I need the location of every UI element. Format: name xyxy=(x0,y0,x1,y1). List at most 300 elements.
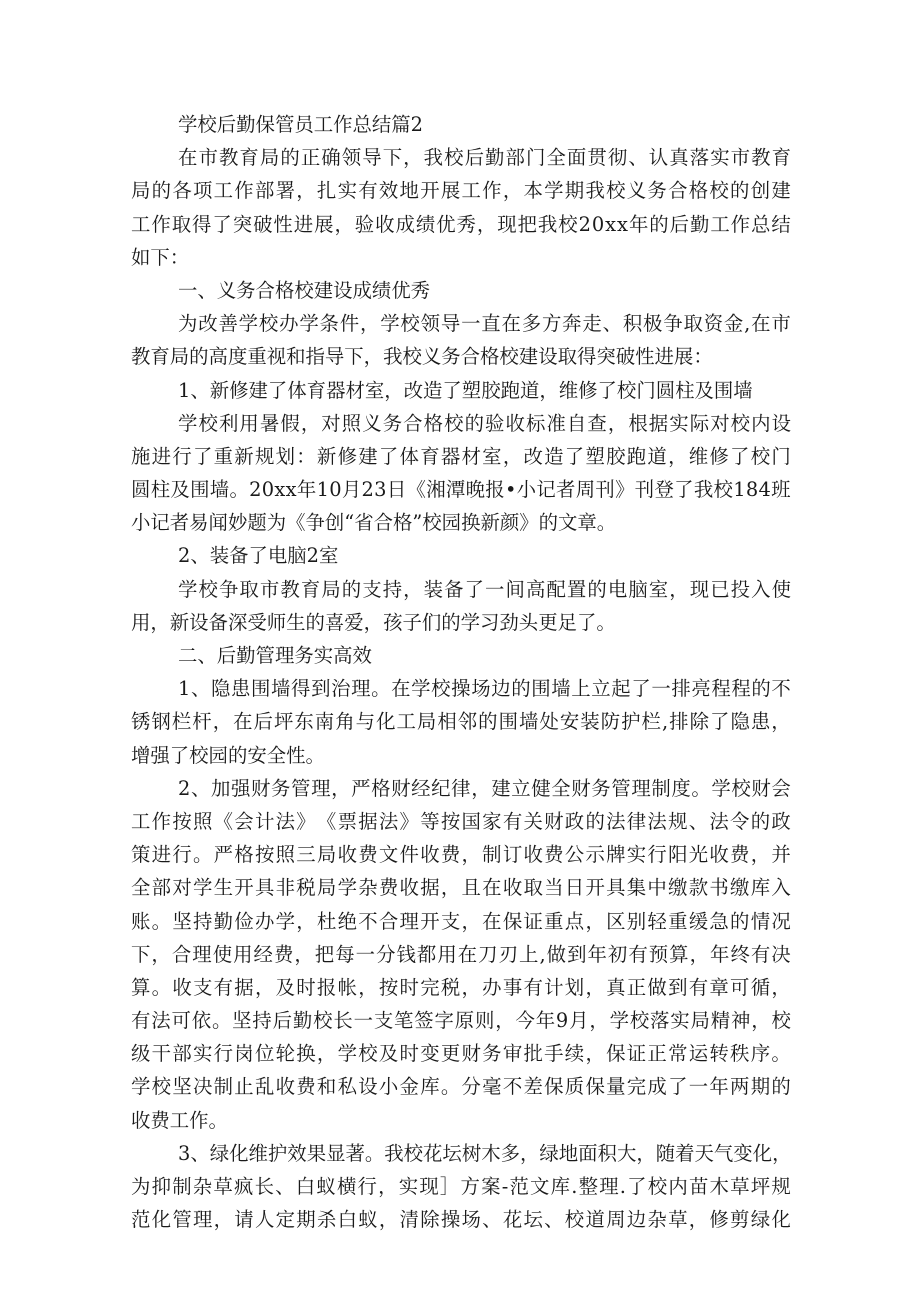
line-char: 育 xyxy=(771,146,791,170)
line-char: 工 xyxy=(461,179,481,203)
line-char: 已 xyxy=(710,577,730,601)
line-char: 、 xyxy=(482,1208,502,1232)
line-char: 进 xyxy=(151,444,172,468)
line-char: 学 xyxy=(380,312,400,336)
line-char: ， xyxy=(378,1208,399,1232)
text-line xyxy=(131,340,791,373)
line-char: 干 xyxy=(151,1042,172,1066)
line-char: 面 xyxy=(578,1141,598,1165)
line-char: 并 xyxy=(771,843,791,867)
line-char: ， xyxy=(585,975,605,999)
line-char: 据 xyxy=(648,411,669,435)
line-char: 花 xyxy=(502,1208,523,1232)
text-line xyxy=(131,772,791,805)
line-char: 的 xyxy=(478,710,498,734)
line-char: 公 xyxy=(564,843,585,867)
line-char: 亮 xyxy=(691,677,711,701)
line-char: ， xyxy=(213,1208,234,1232)
line-char: 排 xyxy=(669,710,689,734)
line-char: 请 xyxy=(234,1208,254,1232)
line-char: 实 xyxy=(710,146,730,170)
line-char: 划 xyxy=(275,444,295,468)
line-char: 在 xyxy=(482,909,502,933)
line-char: 钢 xyxy=(151,710,171,734)
line-char: 家 xyxy=(482,809,502,833)
line-char: 器 xyxy=(440,444,461,468)
line-char: 积 xyxy=(622,312,643,336)
line-char: 务 xyxy=(271,776,291,800)
line-char: 当 xyxy=(544,876,564,900)
line-char: 绿 xyxy=(209,1141,230,1165)
text-line xyxy=(131,739,791,772)
line-char: 真 xyxy=(606,975,626,999)
line-char: 每 xyxy=(335,942,355,966)
text-line xyxy=(131,639,791,672)
line-char: 隐 xyxy=(210,677,231,701)
line-char: 导 xyxy=(440,312,461,336)
line-char: 本 xyxy=(523,179,543,203)
line-char: 急 xyxy=(709,909,729,933)
line-char: 一 xyxy=(353,1009,373,1033)
line-char: 改 xyxy=(523,444,543,468)
line-char: 神 xyxy=(730,1009,751,1033)
line-char: 工 xyxy=(131,809,151,833)
line-char: 办 xyxy=(279,312,299,336)
line-char: 局 xyxy=(321,577,341,601)
line-char: 排 xyxy=(671,677,691,701)
line-char: 项 xyxy=(192,179,213,203)
line-char: 我 xyxy=(693,478,714,502)
line-char: 、 xyxy=(544,1208,564,1232)
line-text: 二、后勤管理务实高效 xyxy=(178,644,372,667)
line-char: 经 xyxy=(411,776,431,800)
line-char: 期 xyxy=(564,179,585,203)
line-char: 据 xyxy=(358,809,378,833)
line-char: 金 xyxy=(399,1075,419,1099)
line-char: 运 xyxy=(688,1042,709,1066)
line-char: 展 xyxy=(314,212,334,236)
line-char: 笔 xyxy=(394,1009,414,1033)
line-char: 校 xyxy=(403,1141,424,1165)
line-char: 帐 xyxy=(337,975,357,999)
line-char: 市 xyxy=(198,146,218,170)
line-char: ， xyxy=(585,1042,605,1066)
line-char: 锈 xyxy=(131,710,151,734)
line-char: 育 xyxy=(239,146,259,170)
line-char: 开 xyxy=(585,876,605,900)
line-char: 程 xyxy=(731,677,751,701)
line-char: 破 xyxy=(253,212,273,236)
line-char: 重 xyxy=(668,909,688,933)
line-char: 区 xyxy=(606,909,626,933)
line-char: 《 xyxy=(406,478,426,502)
line-char: 金 xyxy=(723,312,744,336)
line-char: 校 xyxy=(558,212,578,236)
line-char: 学 xyxy=(609,1009,629,1033)
line-char: 面 xyxy=(566,146,587,170)
line-char: 毫 xyxy=(482,1075,502,1099)
line-char: 记 xyxy=(536,478,556,502)
line-char: 白 xyxy=(295,1175,316,1198)
line-char: 支 xyxy=(192,975,213,999)
line-char: 法 xyxy=(709,809,729,833)
line-char: 严 xyxy=(351,776,371,800)
line-char: 署 xyxy=(275,179,295,203)
line-char: 杆 xyxy=(192,710,212,734)
line-char: 事 xyxy=(502,975,523,999)
line-char: 了 xyxy=(730,444,750,468)
line-char: 方 xyxy=(541,312,562,336)
line-char: 围 xyxy=(190,478,210,502)
line-char: 墙 xyxy=(209,478,230,502)
line-char: 务 xyxy=(482,1042,502,1066)
line-char: 实 xyxy=(192,1042,213,1066)
line-char: 日 xyxy=(564,876,585,900)
line-char: 认 xyxy=(648,146,669,170)
line-char: 市 xyxy=(771,312,791,336)
line-char: 绩 xyxy=(415,212,436,236)
line-char: 校 xyxy=(709,179,729,203)
line-char: 校 xyxy=(771,1009,791,1033)
line-char: 在 xyxy=(482,876,502,900)
line-char: 校 xyxy=(713,478,733,502)
line-char: 局 xyxy=(316,876,337,900)
text-line xyxy=(131,274,791,307)
line-char: ， xyxy=(589,1009,609,1033)
line-char: 理 xyxy=(351,677,371,701)
line-char: 具 xyxy=(254,876,275,900)
line-char: 取 xyxy=(171,212,192,236)
line-char: 了 xyxy=(192,444,213,468)
line-char: 范 xyxy=(509,1175,529,1198)
line-char: 案 xyxy=(481,1175,501,1198)
line-char: 道 xyxy=(585,1208,605,1232)
line-char: 假 xyxy=(280,411,300,435)
line-char: 和 xyxy=(316,1075,337,1099)
line-char: 按 xyxy=(172,809,192,833)
line-char: 律 xyxy=(626,809,647,833)
line-char: 年 xyxy=(709,1075,729,1099)
line-char: 工 xyxy=(710,212,730,236)
text-line xyxy=(131,241,791,274)
line-char: 规 xyxy=(771,1175,791,1198)
line-char: 正 xyxy=(626,975,647,999)
line-char: 间 xyxy=(505,577,525,601)
line-char: 年 xyxy=(296,478,317,502)
line-char: 学 xyxy=(178,577,198,601)
line-char: 学 xyxy=(411,677,431,701)
line-char: 化 xyxy=(151,1208,172,1232)
line-char: 领 xyxy=(420,312,441,336)
line-char: 分 xyxy=(376,942,396,966)
line-char: 等 xyxy=(420,809,440,833)
line-char: 换 xyxy=(296,1042,316,1066)
line-char: 、 xyxy=(190,776,211,800)
line-char: 小 xyxy=(516,478,537,502)
line-char: ， xyxy=(403,577,423,601)
line-char: 除 xyxy=(689,710,709,734)
line-char: . xyxy=(571,1175,578,1198)
line-char: 。 xyxy=(364,1141,385,1165)
line-char: 校 xyxy=(151,1075,172,1099)
line-char: 。 xyxy=(151,975,172,999)
line-char: 一 xyxy=(651,677,671,701)
line-char: 总 xyxy=(751,212,771,236)
line-char: 合 xyxy=(668,179,688,203)
line-text: 学校后勤保管员工作总结篇2 xyxy=(178,113,424,136)
line-char: 做 xyxy=(647,975,667,999)
line-char: 订 xyxy=(502,843,523,867)
line-char: 墙 xyxy=(519,710,539,734)
line-char: 内 xyxy=(751,411,771,435)
line-char: 制 xyxy=(651,776,671,800)
line-char: 量 xyxy=(606,1075,626,1099)
line-char: 及 xyxy=(170,478,190,502)
line-char: 账 xyxy=(131,909,151,933)
line-char: 级 xyxy=(131,1042,151,1066)
line-char: 进 xyxy=(151,843,172,867)
line-char: 东 xyxy=(294,710,314,734)
line-char: 化 xyxy=(376,710,396,734)
line-char: 生 xyxy=(213,876,234,900)
line-char: 刊 xyxy=(595,478,615,502)
line-char: 更 xyxy=(440,1042,461,1066)
line-char: ， xyxy=(378,1175,398,1198)
line-char: 长 xyxy=(333,1009,353,1033)
line-char: 财 xyxy=(391,776,411,800)
line-char: 学 xyxy=(178,411,198,435)
line-char: 开 xyxy=(420,909,440,933)
line-char: 义 xyxy=(626,179,647,203)
line-char: 义 xyxy=(362,411,382,435)
line-char: 报 xyxy=(316,975,337,999)
line-char: 法 xyxy=(378,809,399,833)
line-char: 乱 xyxy=(254,1075,275,1099)
line-char: 终 xyxy=(730,942,750,966)
line-char: 国 xyxy=(461,809,481,833)
line-char: 育 xyxy=(420,444,440,468)
line-char: 优 xyxy=(436,212,456,236)
line-char: 使 xyxy=(212,942,233,966)
line-char: 今 xyxy=(515,1009,535,1033)
text-line xyxy=(131,805,791,838)
line-char: 初 xyxy=(607,942,628,966)
line-char: 保 xyxy=(585,1075,605,1099)
line-char: 下 xyxy=(382,146,403,170)
line-char: 门 xyxy=(771,444,791,468)
line-char: 工 xyxy=(131,212,151,236)
line-char: 秩 xyxy=(730,1042,750,1066)
line-char: 查 xyxy=(587,411,607,435)
line-char: 多 xyxy=(521,312,542,336)
line-char: 真 xyxy=(669,146,689,170)
line-char: 理 xyxy=(192,942,212,966)
line-char: 奔 xyxy=(562,312,582,336)
line-char: 围 xyxy=(498,710,518,734)
line-char: 费 xyxy=(378,876,399,900)
line-char: 护 xyxy=(621,710,641,734)
line-char: 室 xyxy=(648,577,669,601)
line-char: 小 xyxy=(378,1075,399,1099)
line-char: 现 xyxy=(497,212,517,236)
line-char: 书 xyxy=(709,876,729,900)
line-char: 杂 xyxy=(192,1175,213,1198)
line-char: 重 xyxy=(213,444,234,468)
line-char: 落 xyxy=(650,1009,670,1033)
line-char: 下 xyxy=(131,942,151,966)
line-char: 用 xyxy=(233,942,253,966)
line-char: 库 xyxy=(750,876,771,900)
line-char: 投 xyxy=(730,577,751,601)
line-char: 高 xyxy=(525,577,546,601)
line-char: 据 xyxy=(234,975,254,999)
line-char: 中 xyxy=(647,876,667,900)
line-char: 苗 xyxy=(688,1175,709,1198)
line-char: 会 xyxy=(771,776,791,800)
line-char: 全 xyxy=(131,876,151,900)
line-char: ］ xyxy=(439,1175,460,1198)
line-char: 造 xyxy=(544,444,564,468)
line-char: 校 xyxy=(313,1009,333,1033)
line-char: 定 xyxy=(275,1208,295,1232)
line-char: 验 xyxy=(485,411,505,435)
line-char: 实 xyxy=(626,843,647,867)
line-char: 患 xyxy=(750,710,771,734)
line-char: 我 xyxy=(537,212,558,236)
line-char: 对 xyxy=(710,411,730,435)
line-char: 范 xyxy=(131,1208,151,1232)
line-char: 全 xyxy=(551,776,571,800)
line-char: 2 xyxy=(578,212,591,236)
line-char: 对 xyxy=(321,411,341,435)
line-char: 《 xyxy=(213,809,234,833)
line-char: 4 xyxy=(758,478,771,502)
line-char: 财 xyxy=(751,776,771,800)
line-char: 2 xyxy=(361,478,374,502)
line-char: 续 xyxy=(564,1042,585,1066)
line-char: 胶 xyxy=(606,444,626,468)
line-char: 牌 xyxy=(606,843,626,867)
line-char: 坚 xyxy=(232,1009,252,1033)
line-char: 收 xyxy=(275,1075,295,1099)
line-char: 阳 xyxy=(668,843,688,867)
text-line xyxy=(131,1004,791,1037)
line-char: ， xyxy=(403,146,423,170)
line-char: 木 xyxy=(481,1141,501,1165)
line-char: 一 xyxy=(355,942,376,966)
text-line xyxy=(131,1070,791,1103)
line-char: 市 xyxy=(259,577,280,601)
line-char: 校 xyxy=(629,1009,650,1033)
line-char: 作 xyxy=(234,179,254,203)
line-char: 育 xyxy=(300,577,321,601)
line-char: 时 xyxy=(399,1042,419,1066)
line-char: ， xyxy=(254,975,275,999)
line-char: 校 xyxy=(444,411,464,435)
line-char: 及 xyxy=(378,1042,399,1066)
line-text: 增强了校园的安全性。 xyxy=(131,743,325,767)
line-char: 草 xyxy=(668,1208,688,1232)
line-char: 2 xyxy=(178,776,191,800)
line-char: 位 xyxy=(254,1042,275,1066)
line-char: ， xyxy=(495,1009,515,1033)
line-char: 库 xyxy=(550,1175,571,1198)
line-char: 保 xyxy=(544,1075,564,1099)
line-char: 的 xyxy=(587,577,607,601)
line-char: 学 xyxy=(238,312,259,336)
line-char: 围 xyxy=(251,677,271,701)
line-char: 邻 xyxy=(457,710,478,734)
line-char: 、 xyxy=(190,1141,210,1165)
line-char: 办 xyxy=(482,975,502,999)
line-char: • xyxy=(504,478,517,502)
line-char: 了 xyxy=(464,577,484,601)
line-char: 的 xyxy=(730,909,750,933)
line-char: 局 xyxy=(131,179,151,203)
text-line xyxy=(131,705,791,738)
line-char: 不 xyxy=(358,909,378,933)
line-char: 理 xyxy=(599,1175,619,1198)
line-text: 用，新设备深受师生的喜爱，孩子们的学习劲头更足了。 xyxy=(131,610,616,634)
line-char: 《 xyxy=(316,809,337,833)
line-char: 月 xyxy=(569,1009,589,1033)
line-char: 依 xyxy=(191,1009,212,1033)
line-char: 贯 xyxy=(587,146,607,170)
line-char: 走 xyxy=(582,312,602,336)
line-char: 精 xyxy=(710,1009,731,1033)
line-char: 柱 xyxy=(150,478,171,502)
line-char: 规 xyxy=(668,809,688,833)
line-char: 收 xyxy=(502,876,523,900)
line-char: ， xyxy=(471,776,491,800)
line-char: ， xyxy=(440,876,461,900)
line-char: 持 xyxy=(192,909,213,933)
line-char: 突 xyxy=(232,212,253,236)
line-char: 手 xyxy=(544,1042,564,1066)
line-char: 了 xyxy=(710,710,730,734)
line-char: 墙 xyxy=(271,677,291,701)
line-char: 格 xyxy=(234,843,254,867)
line-char: 蚁 xyxy=(358,1208,378,1232)
line-char: 全 xyxy=(546,146,566,170)
line-char: 。 xyxy=(771,1042,791,1066)
line-char: 照 xyxy=(192,809,213,833)
line-char: 照 xyxy=(275,843,295,867)
line-char: 脑 xyxy=(628,577,648,601)
line-char: . xyxy=(619,1175,626,1198)
line-char: 后 xyxy=(272,1009,293,1033)
line-char: 的 xyxy=(750,809,771,833)
line-char: 显 xyxy=(326,1141,346,1165)
line-char: 草 xyxy=(213,1175,233,1198)
line-char: 在 xyxy=(391,677,411,701)
line-char: 实 xyxy=(398,1175,419,1198)
line-char: 争 xyxy=(663,312,683,336)
line-char: 化 xyxy=(752,1141,773,1165)
line-char: 格 xyxy=(371,776,391,800)
line-char: 做 xyxy=(546,942,567,966)
line-char: 草 xyxy=(730,1175,750,1198)
line-char: 税 xyxy=(296,876,316,900)
line-char: 报 xyxy=(485,478,505,502)
line-char: 。 xyxy=(371,677,391,701)
line-char: 材 xyxy=(461,444,481,468)
line-char: 止 xyxy=(234,1075,254,1099)
line-char: 转 xyxy=(709,1042,729,1066)
line-char: 保 xyxy=(502,909,523,933)
line-char: 我 xyxy=(384,1141,404,1165)
line-char: ， xyxy=(334,212,354,236)
